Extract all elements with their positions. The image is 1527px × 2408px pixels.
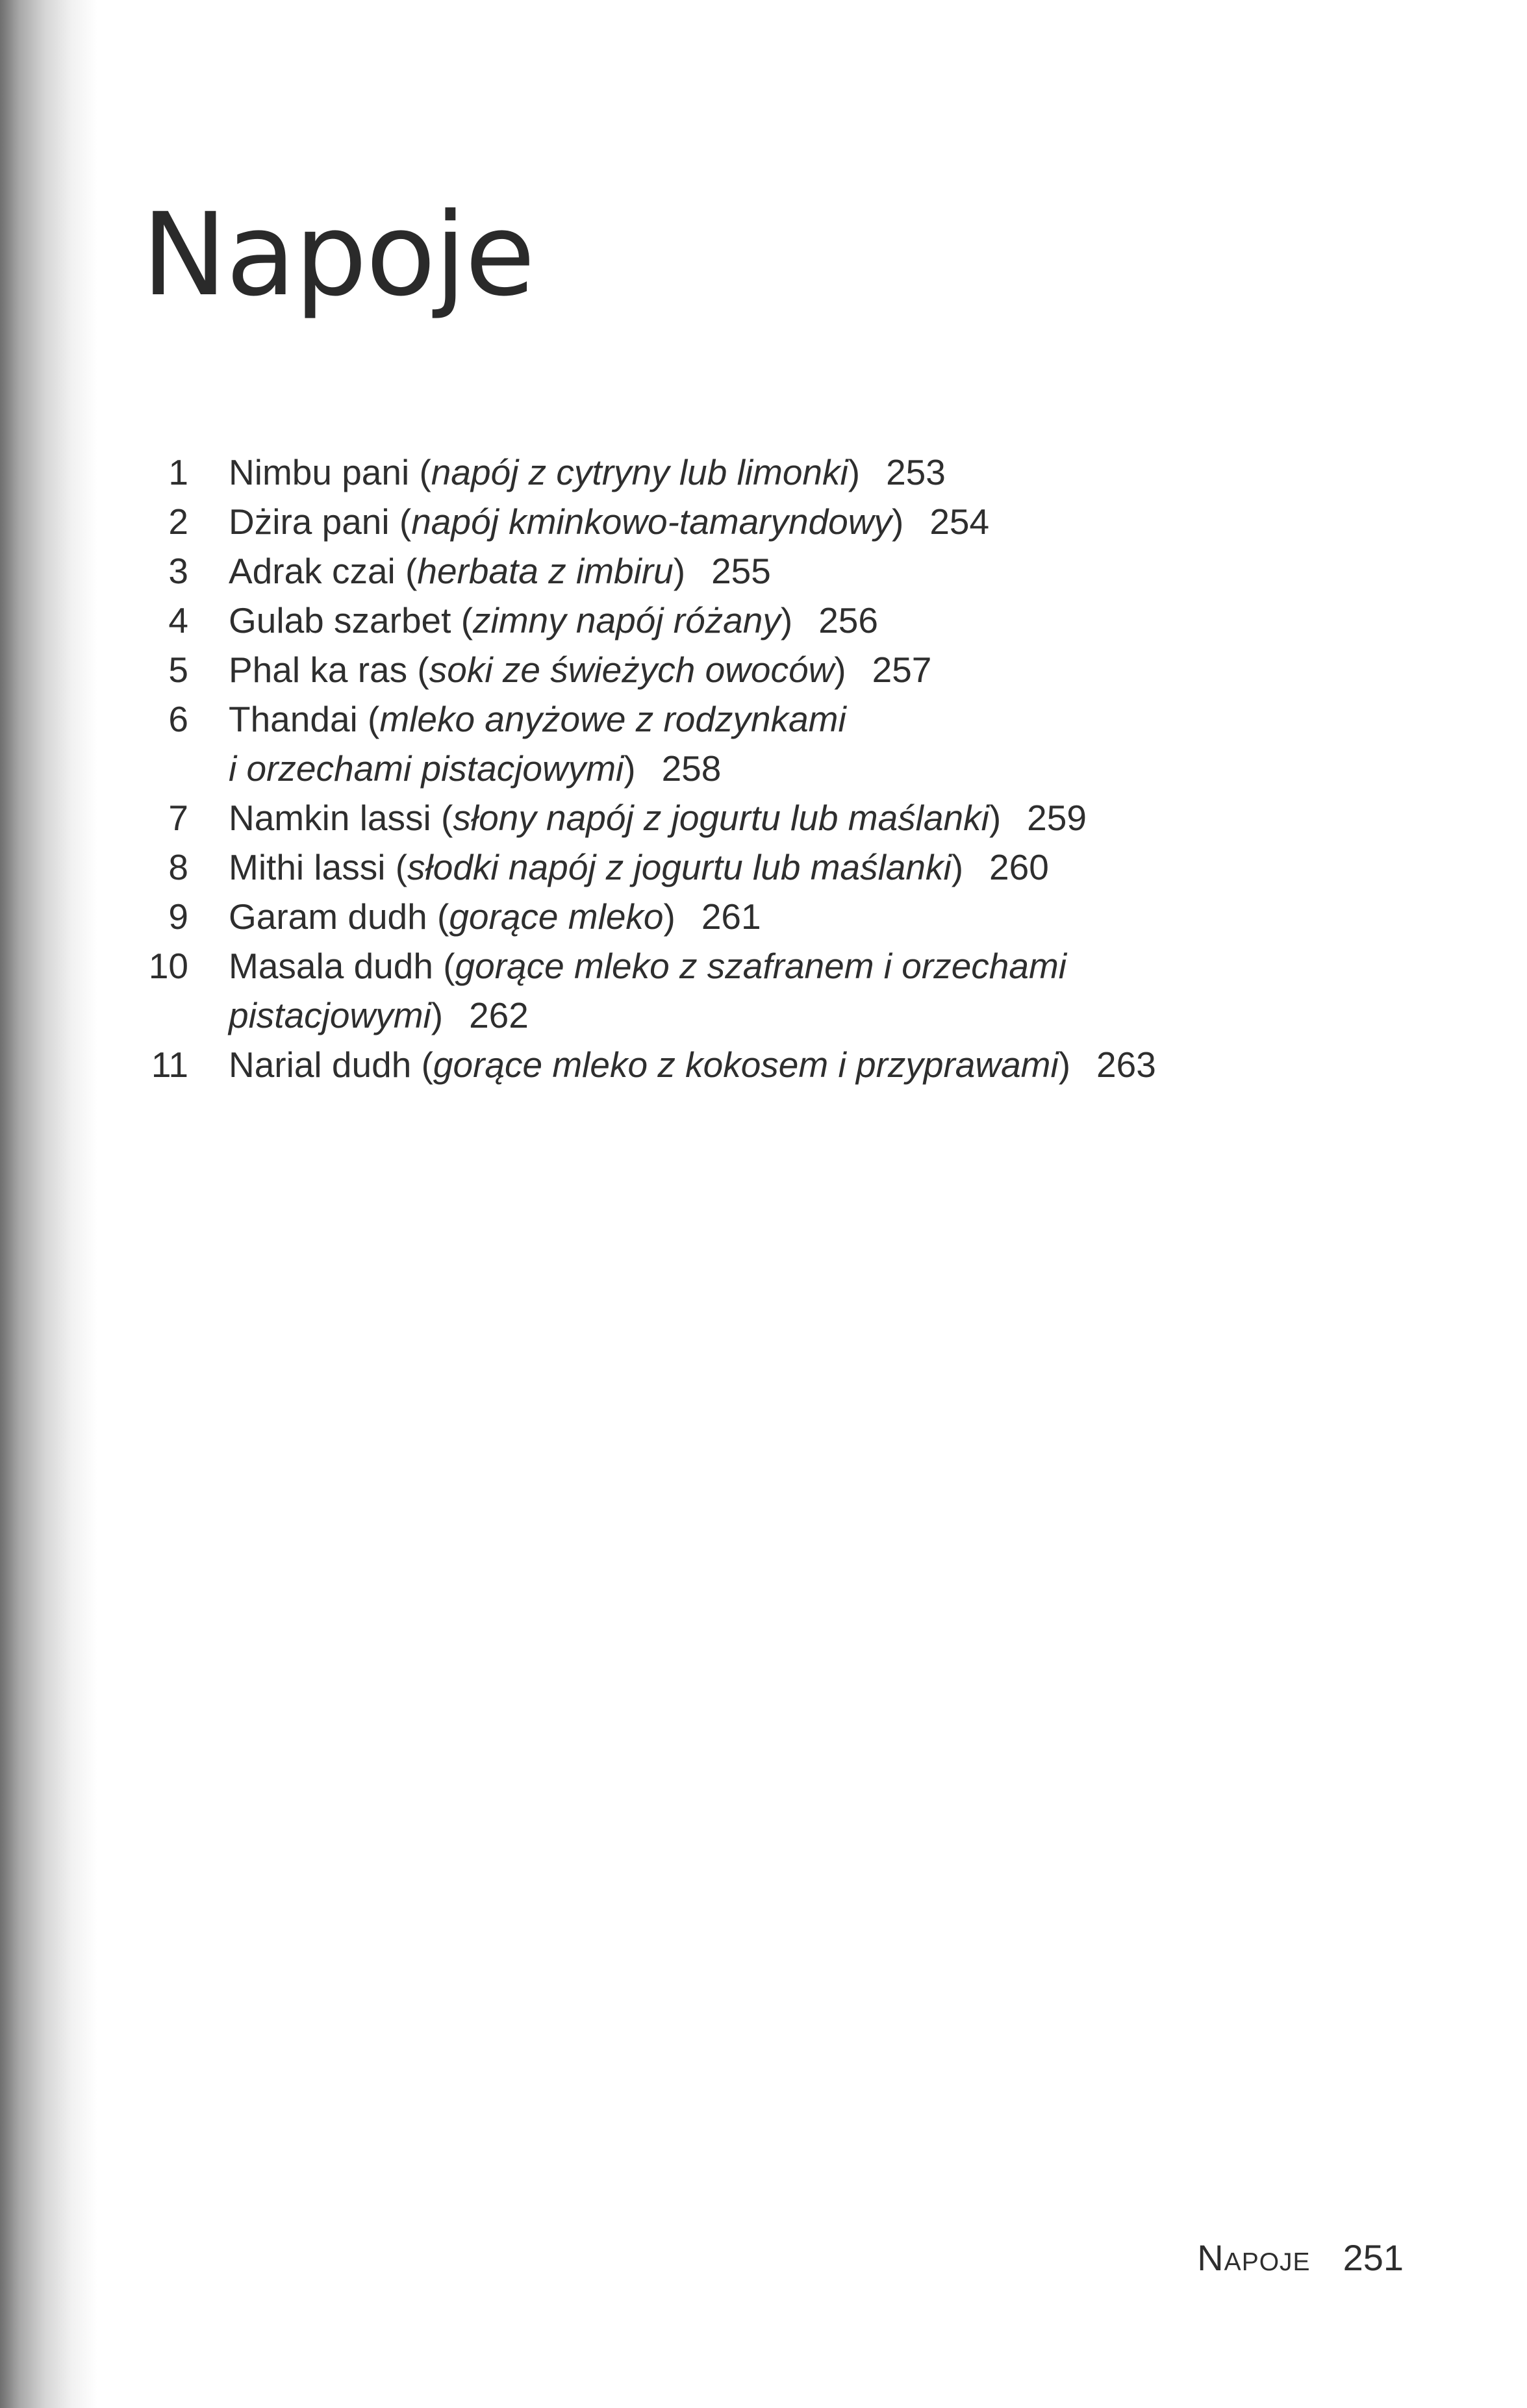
closing-paren: ) xyxy=(624,748,636,789)
list-item xyxy=(229,948,1092,984)
closing-paren: ) xyxy=(673,551,686,591)
list-item xyxy=(229,652,931,688)
list-item xyxy=(229,553,771,589)
list-item xyxy=(229,452,946,492)
list-item xyxy=(229,501,990,542)
recipe-name: Garam dudh ( xyxy=(229,896,449,937)
recipe-name: Adrak czai ( xyxy=(229,551,418,591)
recipe-page-number: 263 xyxy=(1096,1045,1156,1085)
recipe-name: Gulab szarbet ( xyxy=(229,600,473,640)
closing-paren: ) xyxy=(834,650,846,690)
closing-paren: ) xyxy=(1058,1045,1071,1085)
closing-paren: ) xyxy=(848,452,861,492)
entry-number: 5 xyxy=(168,650,188,690)
recipe-description: napój z cytryny lub limonki xyxy=(431,452,848,492)
list-item xyxy=(229,600,878,640)
recipe-page-number: 258 xyxy=(661,748,722,789)
recipe-description: napój kminkowo-tamaryndowy xyxy=(411,501,892,542)
list-item xyxy=(229,896,761,937)
recipe-page-number: 254 xyxy=(929,501,990,542)
entry-number: 7 xyxy=(168,798,188,838)
page-footer xyxy=(1197,2237,1404,2278)
entry-number: 3 xyxy=(168,551,188,591)
entry-number: 9 xyxy=(168,896,188,937)
closing-paren: ) xyxy=(431,995,444,1035)
recipe-name: Mithi lassi ( xyxy=(229,847,408,887)
closing-paren: ) xyxy=(891,501,904,542)
entry-number: 1 xyxy=(168,452,188,492)
recipe-description: soki ze świeżych owoców xyxy=(429,650,835,690)
closing-paren: ) xyxy=(951,847,964,887)
recipe-description: pistacjowymi xyxy=(229,995,431,1035)
recipe-name: Phal ka ras ( xyxy=(229,650,429,690)
entry-number: 11 xyxy=(151,1045,188,1085)
recipe-page-number: 261 xyxy=(701,896,761,937)
recipe-page-number: 257 xyxy=(872,650,932,690)
recipe-description: słony napój z jogurtu lub maślanki xyxy=(453,798,989,838)
recipe-name: Masala dudh ( xyxy=(229,946,455,986)
list-item xyxy=(229,995,529,1035)
recipe-name: Namkin lassi ( xyxy=(229,798,453,838)
recipe-description: słodki napój z jogurtu lub maślanki xyxy=(407,847,952,887)
list-item xyxy=(229,748,722,789)
page-title: Napoje xyxy=(142,188,535,322)
recipe-page-number: 262 xyxy=(469,995,529,1035)
recipe-page-number: 256 xyxy=(818,600,878,640)
recipe-description: mleko anyżowe z rodzynkami xyxy=(379,699,846,739)
recipe-page-number: 260 xyxy=(989,847,1049,887)
entry-number: 2 xyxy=(168,501,188,542)
recipe-description: gorące mleko xyxy=(449,896,664,937)
recipe-name: Dżira pani ( xyxy=(229,501,412,542)
closing-paren: ) xyxy=(989,798,1002,838)
recipe-description: gorące mleko z kokosem i przyprawami xyxy=(433,1045,1059,1085)
running-head: Napoje xyxy=(1197,2237,1311,2278)
list-item xyxy=(229,847,1049,887)
list-item xyxy=(229,699,872,739)
recipe-description: herbata z imbiru xyxy=(417,551,674,591)
recipe-name: Narial dudh ( xyxy=(229,1045,433,1085)
page-number: 251 xyxy=(1343,2237,1404,2278)
recipe-page-number: 259 xyxy=(1027,798,1087,838)
recipe-page-number: 255 xyxy=(711,551,771,591)
list-item xyxy=(229,800,1087,836)
closing-paren: ) xyxy=(663,896,675,937)
recipe-description: zimny napój różany xyxy=(473,600,781,640)
closing-paren: ) xyxy=(780,600,793,640)
entry-number: 8 xyxy=(168,847,188,887)
recipe-page-number: 253 xyxy=(886,452,946,492)
list-item xyxy=(229,1047,1156,1083)
entry-number: 10 xyxy=(148,946,188,986)
recipe-name: Nimbu pani ( xyxy=(229,452,431,492)
recipe-name: Thandai ( xyxy=(229,699,380,739)
recipe-description: i orzechami pistacjowymi xyxy=(229,748,624,789)
entry-number: 4 xyxy=(168,600,188,640)
entry-number: 6 xyxy=(168,699,188,739)
recipe-description: gorące mleko z szafranem i orzechami xyxy=(455,946,1067,986)
